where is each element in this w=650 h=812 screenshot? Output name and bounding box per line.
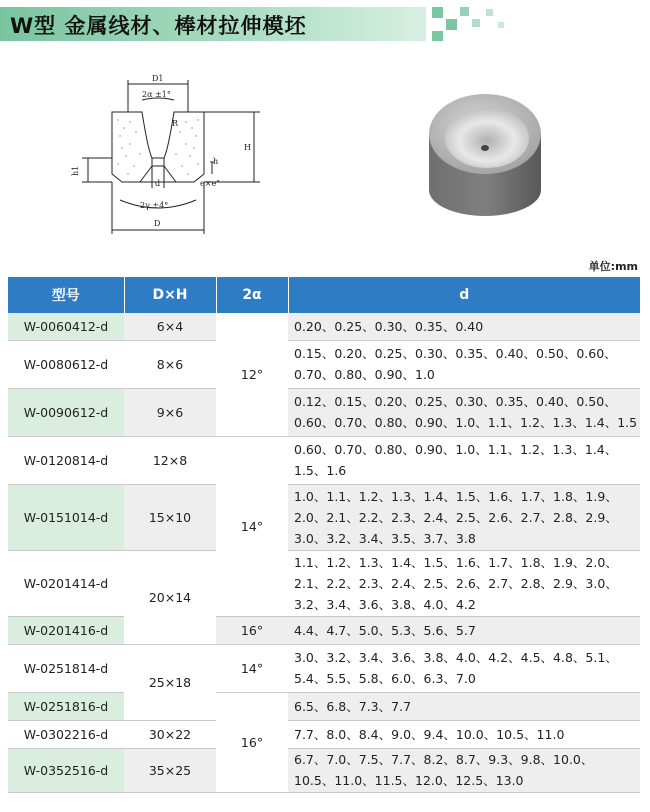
cell-angle: 14° <box>216 436 288 616</box>
spec-table <box>8 277 640 793</box>
table-row <box>8 313 640 340</box>
d-line: 0.60、0.70、0.80、0.90、1.0、1.1、1.2、1.3、1.4、 <box>294 442 618 457</box>
d-line: 0.20、0.25、0.30、0.35、0.40 <box>294 318 484 334</box>
cell-d <box>288 436 640 484</box>
d-line: 0.60、0.70、0.80、0.90、1.0、1.1、1.2、1.3、1.4、1.5 <box>294 415 638 430</box>
cell-model: W-0120814-d <box>8 436 124 484</box>
cell-dxh: 8×6 <box>124 340 216 388</box>
cell-angle: 12° <box>216 313 288 436</box>
table-row <box>8 644 640 692</box>
d-line: 2.1、2.2、2.3、2.4、2.5、2.6、2.7、2.8、2.9、3.0、 <box>294 575 618 591</box>
label-h: H <box>244 143 251 152</box>
label-exe: e×e° <box>200 179 221 188</box>
decor-square <box>446 19 457 30</box>
decor-square <box>498 22 504 28</box>
table-row <box>8 720 640 748</box>
cell-d <box>288 692 640 720</box>
d-line: 0.12、0.15、0.20、0.25、0.30、0.35、0.40、0.50、 <box>294 394 617 409</box>
cell-model: W-0201416-d <box>8 616 124 644</box>
header-model: 型号 <box>8 277 124 313</box>
cell-dxh: 15×10 <box>124 484 216 550</box>
cell-dxh: 20×14 <box>124 550 216 644</box>
cell-d <box>288 616 640 644</box>
label-gamma: 2γ ±4° <box>140 201 169 210</box>
decor-square <box>472 19 480 27</box>
d-line: 3.0、3.2、3.4、3.6、3.8、4.0、4.2、4.5、4.8、5.1、 <box>294 650 618 665</box>
cell-d <box>288 748 640 792</box>
cell-d <box>288 644 640 692</box>
decor-square <box>432 31 443 41</box>
cell-model: W-0251816-d <box>8 692 124 720</box>
cell-model: W-0251814-d <box>8 644 124 692</box>
cell-dxh: 35×25 <box>124 748 216 792</box>
cell-model: W-0151014-d <box>8 484 124 550</box>
decor-square <box>432 7 443 18</box>
label-h1: h1 <box>71 165 80 176</box>
table-row <box>8 436 640 484</box>
d-line: 3.0、3.2、3.4、3.5、3.7、3.8 <box>294 530 476 546</box>
cell-angle: 14° <box>216 644 288 692</box>
decor-square <box>460 7 469 16</box>
d-line: 2.0、2.1、2.2、2.3、2.4、2.5、2.6、2.7、2.8、2.9、 <box>294 509 618 525</box>
d-line: 6.5、6.8、7.3、7.7 <box>294 698 412 714</box>
d-line: 0.70、0.80、0.90、1.0 <box>294 367 435 382</box>
unit-label: 单位:mm <box>588 260 638 273</box>
cell-d <box>288 388 640 436</box>
label-r: R <box>172 119 179 128</box>
table-row <box>8 484 640 550</box>
d-line: 10.5、11.0、11.5、12.0、12.5、13.0 <box>294 773 524 788</box>
table-row <box>8 748 640 792</box>
cell-d <box>288 484 640 550</box>
table-header-row <box>8 277 640 313</box>
cell-dxh: 30×22 <box>124 720 216 748</box>
cell-dxh: 9×6 <box>124 388 216 436</box>
d-line: 0.15、0.20、0.25、0.30、0.35、0.40、0.50、0.60、 <box>294 346 617 361</box>
cell-dxh: 25×18 <box>124 644 216 720</box>
cell-angle: 16° <box>216 616 288 644</box>
cell-d <box>288 550 640 616</box>
cell-model: W-0302216-d <box>8 720 124 748</box>
cell-model: W-0352516-d <box>8 748 124 792</box>
d-line: 4.4、4.7、5.0、5.3、5.6、5.7 <box>294 622 476 638</box>
label-h-small: h <box>213 157 219 166</box>
cell-model: W-0060412-d <box>8 313 124 340</box>
table-row <box>8 340 640 388</box>
d-line: 1.5、1.6 <box>294 463 347 478</box>
header-angle: 2α <box>216 277 288 313</box>
d-line: 1.1、1.2、1.3、1.4、1.5、1.6、1.7、1.8、1.9、2.0、 <box>294 554 618 570</box>
d-line: 1.0、1.1、1.2、1.3、1.4、1.5、1.6、1.7、1.8、1.9、 <box>294 488 618 504</box>
table-row <box>8 388 640 436</box>
header-d: d <box>288 277 640 313</box>
cell-d <box>288 340 640 388</box>
cell-d <box>288 720 640 748</box>
cell-model: W-0080612-d <box>8 340 124 388</box>
cell-dxh: 6×4 <box>124 313 216 340</box>
table-row <box>8 550 640 616</box>
decor-square <box>486 9 493 16</box>
header-dxh: D×H <box>124 277 216 313</box>
label-d-small: d <box>155 179 161 188</box>
table-row <box>8 692 640 720</box>
cell-d <box>288 313 640 340</box>
d-line: 3.2、3.4、3.6、3.8、4.0、4.2 <box>294 596 476 612</box>
d-line: 5.4、5.5、5.8、6.0、6.3、7.0 <box>294 671 476 686</box>
die-blank-photo <box>415 82 555 222</box>
title-banner <box>0 0 650 44</box>
cell-model: W-0201414-d <box>8 550 124 616</box>
cell-dxh: 12×8 <box>124 436 216 484</box>
label-alpha: 2α ±1° <box>142 90 171 99</box>
die-cross-section-diagram <box>60 70 280 250</box>
label-d1: D1 <box>152 74 164 83</box>
d-line: 7.7、8.0、8.4、9.0、9.4、10.0、10.5、11.0 <box>294 726 565 742</box>
label-d-big: D <box>154 219 161 228</box>
table-row <box>8 616 640 644</box>
cell-angle: 16° <box>216 692 288 792</box>
d-line: 6.7、7.0、7.5、7.7、8.2、8.7、9.3、9.8、10.0、 <box>294 752 594 767</box>
page-title: W型 金属线材、棒材拉伸模坯 <box>10 14 307 38</box>
cell-model: W-0090612-d <box>8 388 124 436</box>
